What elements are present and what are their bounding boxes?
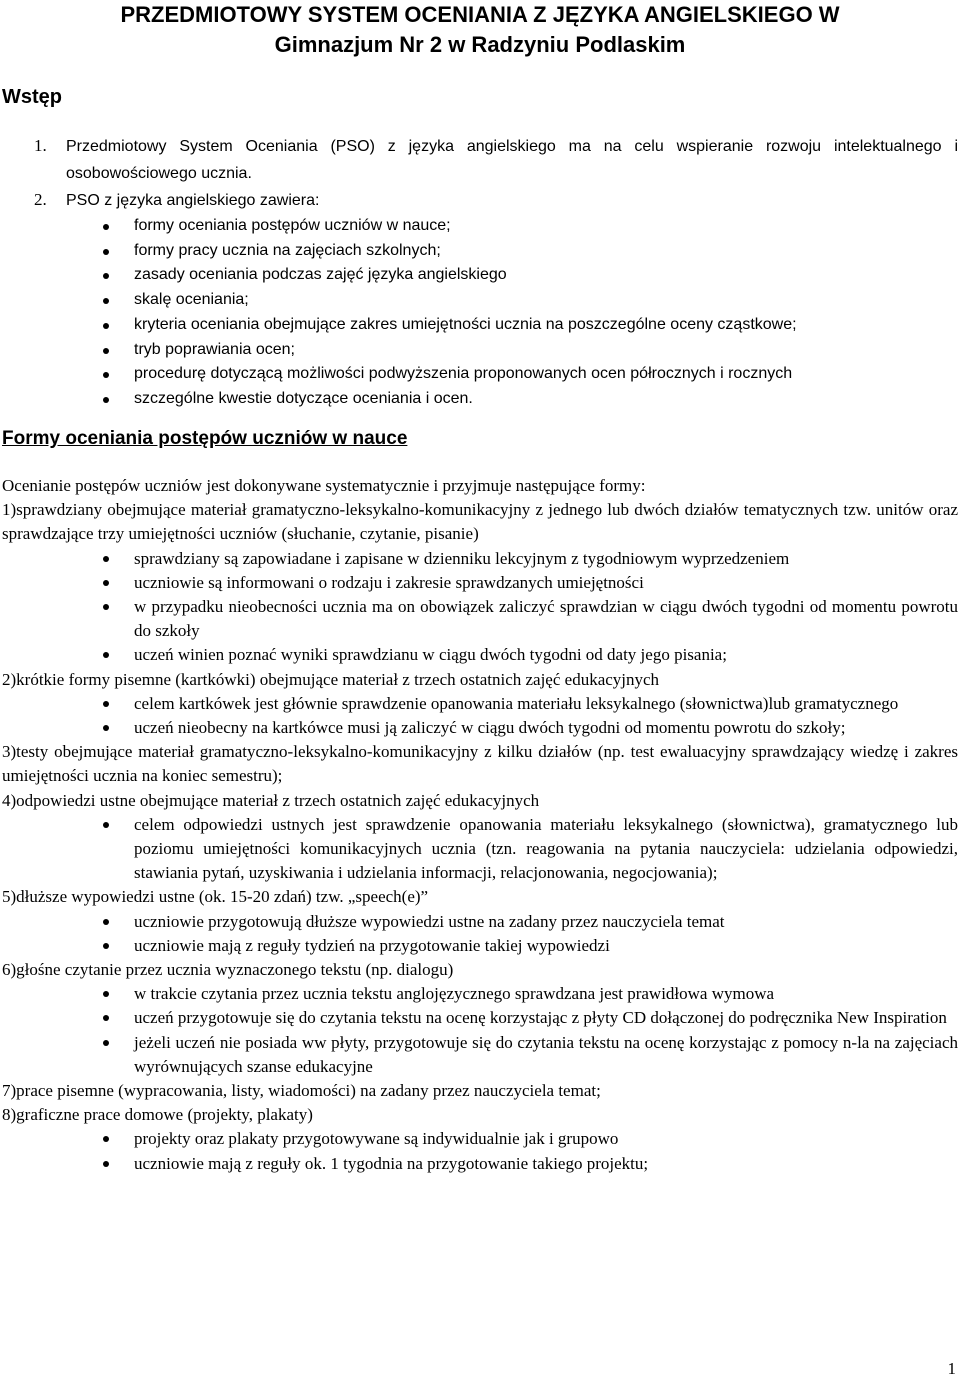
form-item: 8)graficzne prace domowe (projekty, plakaty) [2,1105,313,1125]
bullet-text: uczniowie przygotowują dłuższe wypowiedzi ustne na zadany przez nauczyciela temat [134,911,725,931]
intro-item-1 [0,133,958,187]
intro-section [0,133,958,412]
intro-item-text: Przedmiotowy System Oceniania (PSO) z języka angielskiego ma na celu wspieranie rozwoju intelektualnego i osobowościowego ucznia. [66,138,958,182]
form-item: 4)odpowiedzi ustne obejmujące materiał z trzech ostatnich zajęć edukacyjnych [2,790,540,810]
bullet-text: skalę oceniania; [134,291,249,309]
intro-bullet-item [0,362,958,387]
bullet-icon [103,556,109,562]
bullet-text: uczeń winien poznać wyniki sprawdzianu w ciągu dwóch tygodni od daty jego pisania; [134,645,727,665]
form-item: 3)testy obejmujące materiał gramatyczno-leksykalno-komunikacyjny z kilku działów (np. test ewaluacyjny sprawdzający wiedzę i zakres umiejętności ucznia na koniec semestru); [2,742,958,786]
bullet-icon [103,725,109,731]
bullet-text: uczniowie są informowani o rodzaju i zakresie sprawdzanych umiejętności [134,572,644,592]
bullet-text: celem odpowiedzi ustnych jest sprawdzenie opanowania materiału leksykalnego (słownictwa), gramatycznego lub poziomu umiejętności komunikacyjnych ucznia (tzn. reagowania na pytania nauczyciela: udzielania odpowiedzi, stawiania pytań, uzyskiwania i udzielania informacji, relacjonowania, negocjowania); [134,814,958,883]
bullet-text: uczeń przygotowuje się do czytania tekstu na ocenę korzystając z płyty CD dołączonej do podręcznika New Inspiration [134,1008,947,1028]
form-bullet-item [2,716,958,740]
intro-item-2 [0,187,958,214]
bullet-text: formy pracy ucznia na zajęciach szkolnych; [134,241,441,259]
bullet-text: uczniowie mają z reguły ok. 1 tygodnia na przygotowanie takiego projektu; [134,1153,649,1173]
bullet-text: uczniowie mają z reguły tydzień na przygotowanie takiej wypowiedzi [134,935,610,955]
form-item: 5)dłuższe wypowiedzi ustne (ok. 15-20 zdań) tzw. „speech(e)” [2,887,429,907]
bullet-icon [103,1161,109,1167]
title-line-1: PRZEDMIOTOWY SYSTEM OCENIANIA Z JĘZYKA ANGIELSKIEGO W [120,2,840,27]
form-item: 6)głośne czytanie przez ucznia wyznaczonego tekstu (np. dialogu) [2,960,454,980]
intro-bullet-item [0,387,958,412]
form-bullet-list [2,813,958,886]
bullet-text: w przypadku nieobecności ucznia ma on obowiązek zaliczyć sprawdzian w ciągu dwóch tygodni od momentu powrotu do szkoły [134,597,958,641]
form-bullet-item [2,934,958,958]
bullet-icon [103,1015,109,1021]
bullet-icon [103,822,109,828]
intro-item-number: 2. [34,190,47,209]
form-bullet-item [2,692,958,716]
intro-item-text: PSO z języka angielskiego zawiera: [66,192,320,209]
bullet-icon [103,604,109,610]
form-bullet-item [2,813,958,886]
intro-item-number: 1. [34,136,47,155]
bullet-text: formy oceniania postępów uczniów w nauce; [134,217,451,234]
bullet-text: uczeń nieobecny na kartkówce musi ją zaliczyć w ciągu dwóch tygodni od momentu powrotu do szkoły; [134,718,846,738]
form-bullet-item [2,571,958,595]
bullet-icon [103,273,109,279]
form-bullet-item [2,643,958,667]
bullet-icon [103,652,109,658]
form-item: 2)krótkie formy pisemne (kartkówki) obejmujące materiał z trzech ostatnich zajęć edukacyjnych [2,669,660,689]
form-bullet-list [2,910,958,958]
bullet-icon [103,397,109,403]
bullet-text: procedurę dotyczącą możliwości podwyższenia proponowanych ocen półrocznych i rocznych [134,365,793,383]
document-title [0,0,960,60]
form-item: 1)sprawdziany obejmujące materiał gramatyczno-leksykalno-komunikacyjny z jednego lub dwóch działów tematycznych tzw. unitów oraz sprawdzające trzy umiejętności uczniów (słuchanie, czytanie, pisanie) [2,500,958,544]
form-bullet-list [2,547,958,668]
bullet-text: jeżeli uczeń nie posiada ww płyty, przygotowuje się do czytania tekstu na ocenę korzystając z pomocy n-la na zajęciach wyrównujących szanse edukacyjne [134,1032,958,1076]
form-bullet-item [2,982,958,1006]
bullet-icon [103,991,109,997]
bullet-text: zasady oceniania podczas zajęć języka angielskiego [134,266,507,284]
form-bullet-item [2,1152,958,1176]
form-bullet-item [2,1127,958,1151]
forms-section [2,474,958,1176]
intro-bullet-item [0,263,958,288]
bullet-text: kryteria oceniania obejmujące zakres umiejętności ucznia na poszczególne oceny cząstkowe; [134,315,797,333]
bullet-icon [103,298,109,304]
form-bullet-item [2,1031,958,1079]
intro-bullet-item [0,313,958,338]
form-bullet-list [2,982,958,1079]
bullet-text: celem kartkówek jest głównie sprawdzenie opanowania materiału leksykalnego (słownictwa)lub gramatycznego [134,693,899,713]
form-item: 7)prace pisemne (wypracowania, listy, wiadomości) na zadany przez nauczyciela temat; [2,1081,601,1101]
bullet-text: szczególne kwestie dotyczące oceniania i ocen. [134,389,473,407]
form-bullet-item [2,595,958,643]
bullet-icon [103,372,109,378]
bullet-icon [103,580,109,586]
intro-bullet-item [0,214,958,239]
bullet-icon [103,348,109,354]
intro-bullet-item [0,338,958,363]
form-bullet-list [2,692,958,740]
bullet-icon [103,943,109,949]
bullet-icon [103,249,109,255]
form-bullet-list [2,1127,958,1175]
bullet-text: tryb poprawiania ocen; [134,340,295,358]
section-heading: Formy oceniania postępów uczniów w nauce [2,428,408,449]
intro-bullet-item [0,239,958,264]
form-bullet-item [2,910,958,934]
bullet-icon [103,224,109,230]
title-line-2: Gimnazjum Nr 2 w Radzyniu Podlaskim [274,32,686,57]
form-bullet-item [2,1006,958,1030]
section-lead: Ocenianie postępów uczniów jest dokonywane systematycznie i przyjmuje następujące formy: [2,476,646,495]
intro-heading: Wstęp [2,86,62,108]
bullet-text: sprawdziany są zapowiadane i zapisane w dzienniku lekcyjnym z tygodniowym wyprzedzeniem [134,548,790,568]
form-bullet-item [2,547,958,571]
intro-bullet-item [0,288,958,313]
bullet-icon [103,323,109,329]
bullet-icon [103,1136,109,1142]
bullet-icon [103,1040,109,1046]
bullet-text: w trakcie czytania przez ucznia tekstu anglojęzycznego sprawdzana jest prawidłowa wymowa [134,984,775,1004]
bullet-icon [103,919,109,925]
page-number: 1 [947,1359,956,1378]
intro-bullet-list [0,214,958,412]
bullet-icon [103,701,109,707]
bullet-text: projekty oraz plakaty przygotowywane są indywidualnie jak i grupowo [134,1129,619,1149]
